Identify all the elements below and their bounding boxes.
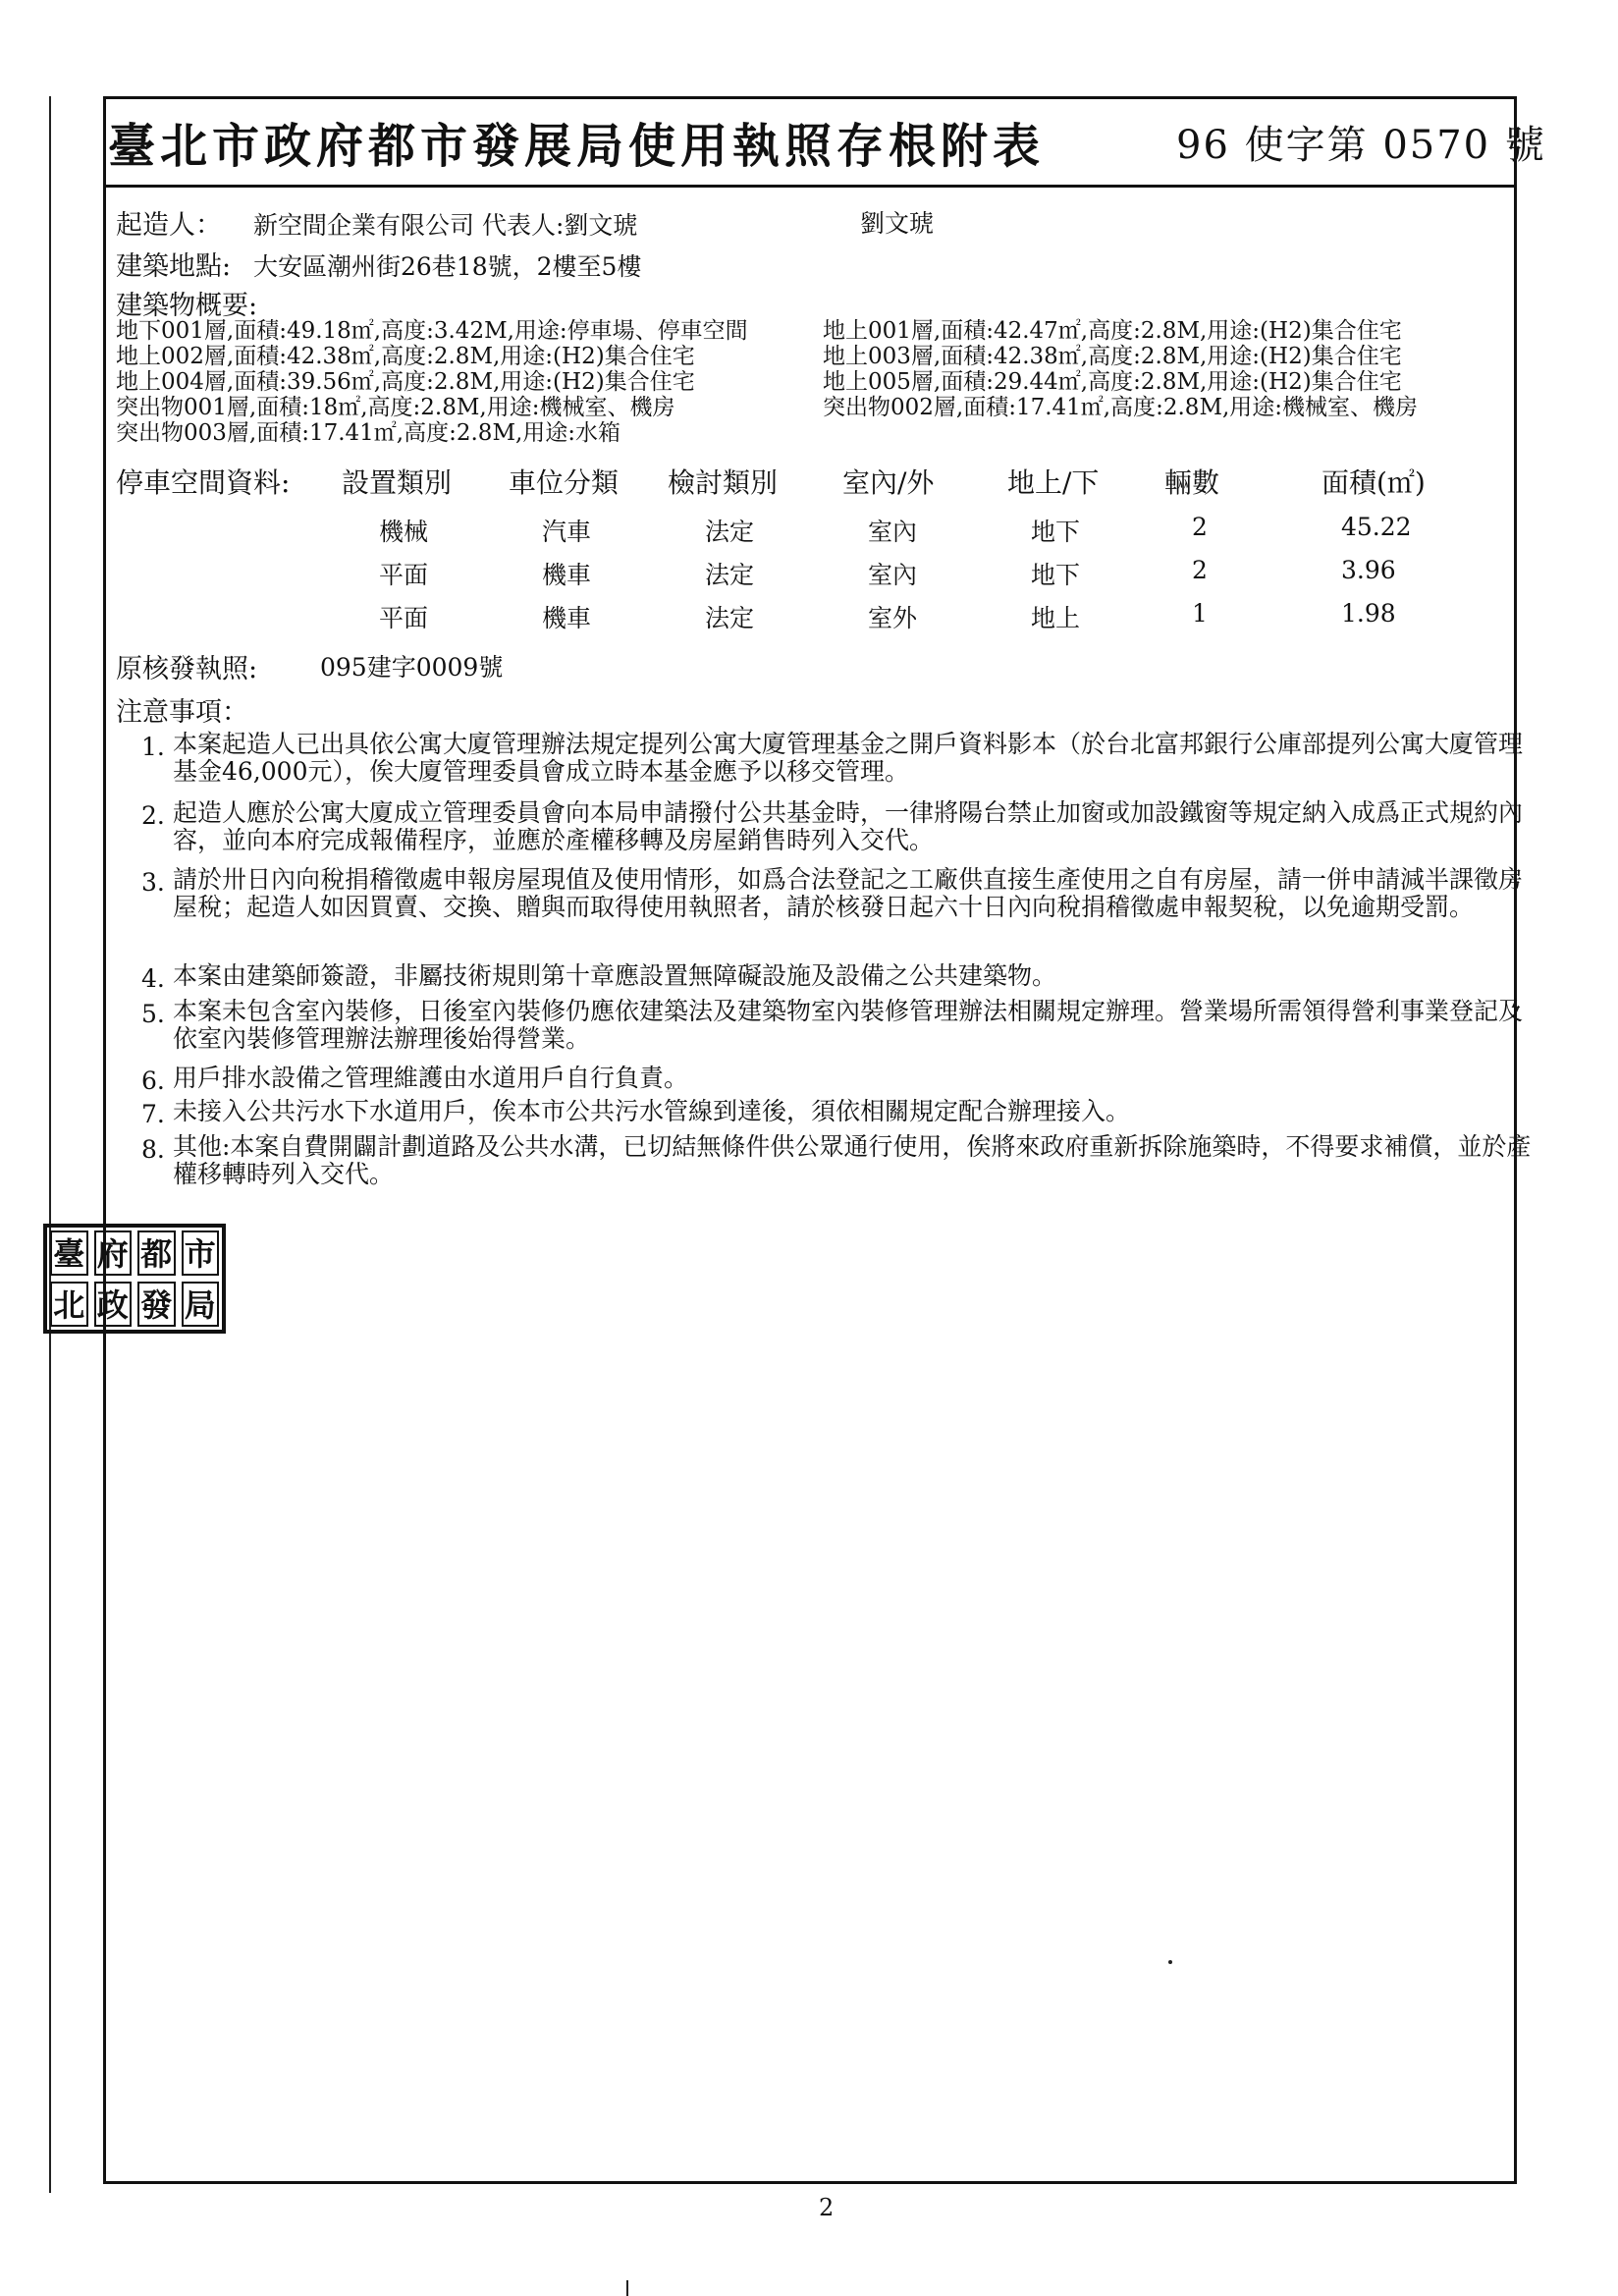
page-title: 臺北市政府都市發展局使用執照存根附表: [108, 119, 1046, 174]
parking-cell: 法定: [705, 561, 755, 589]
note-text: 起造人應於公寓大廈成立管理委員會向本局申請撥付公共基金時，一律將陽台禁止加窗或加設鐵窗等規定納入成爲正式規約內容，並向本府完成報備程序，並應於產權移轉及房屋銷售時列入交代。: [173, 798, 1524, 854]
note-number: 3.: [141, 868, 165, 897]
overview-line: 突出物003層,面積:17.41㎡,高度:2.8M,用途:水箱: [116, 420, 621, 446]
original-license-value: 095建字0009號: [320, 653, 504, 682]
parking-cell: 室外: [868, 604, 918, 632]
overview-label: 建築物概要:: [116, 291, 258, 321]
page-number: 2: [819, 2194, 835, 2221]
title-divider: [106, 185, 1514, 188]
seal-char: 局: [182, 1282, 220, 1327]
parking-header: 輛數: [1164, 466, 1220, 499]
applicant-representative: 劉文琥: [860, 209, 935, 238]
note-number: 8.: [141, 1135, 165, 1164]
overview-line: 地上002層,面積:42.38㎡,高度:2.8M,用途:(H2)集合住宅: [116, 344, 695, 369]
parking-cell: 3.96: [1341, 556, 1396, 584]
note-number: 5.: [141, 1000, 165, 1028]
note-text: 本案未包含室內裝修，日後室內裝修仍應依建築法及建築物室內裝修管理辦法相關規定辦理。營業場所需領得營利事業登記及依室內裝修管理辦法辦理後始得營業。: [173, 997, 1524, 1053]
binding-margin-line: [49, 96, 51, 2193]
note-text: 請於卅日內向稅捐稽徵處申報房屋現值及使用情形，如爲合法登記之工廠供直接生產使用之自有房屋，請一併申請減半課徵房屋稅；起造人如因買賣、交換、贈與而取得使用執照者，請於核發日起六十日內向稅捐稽徵處申報契稅，以免逾期受罰。: [173, 865, 1524, 921]
note-number: 6.: [141, 1066, 165, 1095]
parking-cell: 汽車: [542, 518, 592, 546]
seal-char: 都: [137, 1230, 176, 1276]
parking-cell: 法定: [705, 604, 755, 632]
seal-char: 市: [182, 1230, 220, 1276]
seal-char: 臺: [50, 1230, 88, 1276]
seal-char: 政: [94, 1282, 133, 1327]
seal-char: 府: [94, 1230, 133, 1276]
parking-cell: 1: [1192, 599, 1208, 628]
note-text: 本案起造人已出具依公寓大廈管理辦法規定提列公寓大廈管理基金之開戶資料影本（於台北富邦銀行公庫部提列公寓大廈管理基金46,000元），俟大廈管理委員會成立時本基金應予以移交管理。: [173, 730, 1524, 786]
site-label: 建築地點:: [116, 251, 232, 282]
overview-line: 地上005層,面積:29.44㎡,高度:2.8M,用途:(H2)集合住宅: [823, 369, 1402, 395]
parking-header: 室內/外: [842, 466, 935, 499]
parking-cell: 地下: [1031, 518, 1081, 546]
note-number: 1.: [141, 733, 165, 761]
notes-label: 注意事項：: [116, 697, 248, 728]
parking-cell: 地下: [1031, 561, 1081, 589]
applicant-label: 起造人：: [116, 210, 222, 241]
note-number: 4.: [141, 964, 165, 993]
parking-cell: 平面: [379, 604, 429, 632]
parking-cell: 平面: [379, 561, 429, 589]
parking-cell: 45.22: [1341, 513, 1412, 541]
parking-header: 檢討類別: [668, 466, 779, 499]
overview-line: 突出物002層,面積:17.41㎡,高度:2.8M,用途:機械室、機房: [823, 395, 1419, 420]
overview-line: 地上001層,面積:42.47㎡,高度:2.8M,用途:(H2)集合住宅: [823, 318, 1402, 344]
parking-header: 車位分類: [509, 466, 620, 499]
parking-cell: 機械: [379, 518, 429, 546]
note-text: 其他:本案自費開闢計劃道路及公共水溝，已切結無條件供公眾通行使用，俟將來政府重新拆除施築時，不得要求補償，並於產權移轉時列入交代。: [173, 1132, 1532, 1188]
parking-cell: 地上: [1031, 604, 1081, 632]
parking-header: 面積(㎡): [1321, 466, 1426, 499]
parking-label: 停車空間資料:: [116, 466, 291, 499]
note-number: 2.: [141, 801, 165, 830]
overview-line: 地上003層,面積:42.38㎡,高度:2.8M,用途:(H2)集合住宅: [823, 344, 1402, 369]
parking-cell: 法定: [705, 518, 755, 546]
note-text: 本案由建築師簽證，非屬技術規則第十章應設置無障礙設施及設備之公共建築物。: [173, 961, 1057, 990]
parking-cell: 機車: [542, 604, 592, 632]
permit-number: 96 使字第 0570 號: [1176, 123, 1546, 168]
note-text: 用戶排水設備之管理維護由水道用戶自行負責。: [173, 1064, 689, 1092]
parking-cell: 機車: [542, 561, 592, 589]
applicant-value: 新空間企業有限公司 代表人:劉文琥: [253, 211, 638, 240]
seal-char: 北: [50, 1282, 88, 1327]
parking-cell: 1.98: [1341, 599, 1396, 628]
overview-line: 地下001層,面積:49.18㎡,高度:3.42M,用途:停車場、停車空間: [116, 318, 748, 344]
original-license-label: 原核發執照:: [116, 654, 258, 684]
parking-cell: 室內: [868, 561, 918, 589]
parking-cell: 2: [1192, 513, 1208, 541]
note-text: 未接入公共污水下水道用戶，俟本市公共污水管線到達後，須依相關規定配合辦理接入。: [173, 1097, 1131, 1125]
parking-header: 地上/下: [1007, 466, 1100, 499]
seal-char: 發: [137, 1282, 176, 1327]
overview-line: 突出物001層,面積:18㎡,高度:2.8M,用途:機械室、機房: [116, 395, 675, 420]
scan-speck: [1168, 1960, 1172, 1964]
parking-cell: 2: [1192, 556, 1208, 584]
overview-line: 地上004層,面積:39.56㎡,高度:2.8M,用途:(H2)集合住宅: [116, 369, 695, 395]
official-seal-stamp: [43, 1224, 226, 1334]
parking-cell: 室內: [868, 518, 918, 546]
site-value: 大安區潮州街26巷18號，2樓至5樓: [253, 252, 642, 281]
parking-header: 設置類別: [342, 466, 453, 499]
note-number: 7.: [141, 1100, 165, 1128]
scan-mark: [626, 2280, 628, 2296]
